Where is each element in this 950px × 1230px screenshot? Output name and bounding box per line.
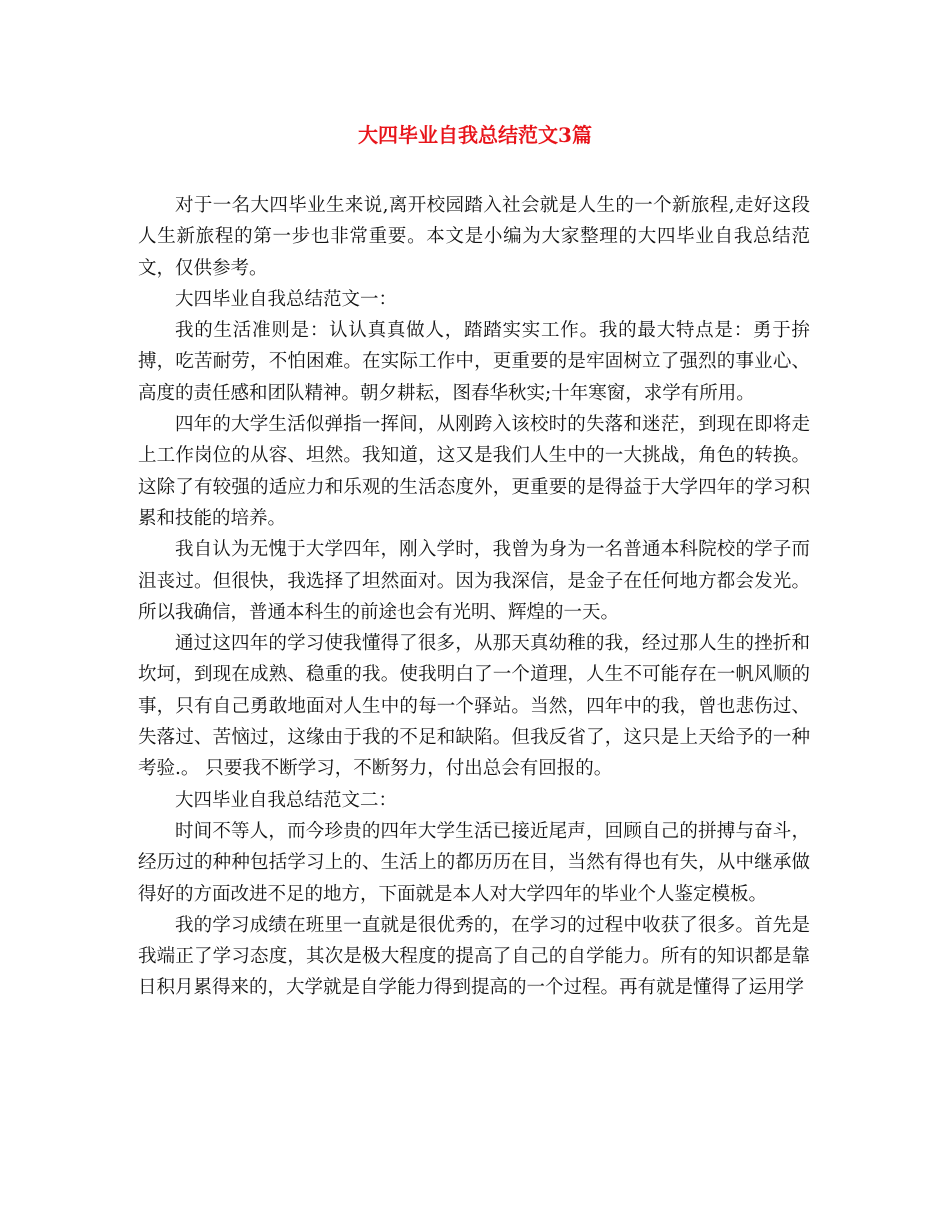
paragraph: 时间不等人，而今珍贵的四年大学生活已接近尾声，回顾自己的拼搏与奋斗，经历过的种种包括学习上的、生活上的都历历在目，当然有得也有失，从中继承做得好的方面改进不足的地方，下面就是本人对大学四年的毕业个人鉴定模板。 xyxy=(138,820,810,905)
paragraph: 通过这四年的学习使我懂得了很多，从那天真幼稚的我，经过那人生的挫折和坎坷，到现在成熟、稳重的我。使我明白了一个道理，人生不可能存在一帆风顺的事，只有自己勇敢地面对人生中的每一个驿站。当然，四年中的我，曾也悲伤过、失落过、苦恼过，这缘由于我的不足和缺陷。但我反省了，这只是上天给予的一种考验.。 只要我不断学习，不断努力，付出总会有回报的。 xyxy=(138,633,810,780)
paragraph-intro: 对于一名大四毕业生来说,离开校园踏入社会就是人生的一个新旅程,走好这段人生新旅程的第一步也非常重要。本文是小编为大家整理的大四毕业自我总结范文，仅供参考。 xyxy=(138,195,810,279)
paragraph: 我的生活准则是：认认真真做人，踏踏实实工作。我的最大特点是：勇于拚搏，吃苦耐劳，不怕困难。在实际工作中，更重要的是牢固树立了强烈的事业心、高度的责任感和团队精神。朝夕耕耘，图春华秋实;十年寒窗，求学有所用。 xyxy=(138,320,810,404)
section-heading-one: 大四毕业自我总结范文一： xyxy=(175,288,398,310)
paragraph: 我的学习成绩在班里一直就是很优秀的，在学习的过程中收获了很多。首先是我端正了学习态度，其次是极大程度的提高了自己的自学能力。所有的知识都是靠日积月累得来的，大学就是自学能力得到提高的一个过程。再有就是懂得了运用学 xyxy=(138,914,810,999)
paragraph: 四年的大学生活似弹指一挥间，从刚跨入该校时的失落和迷茫，到现在即将走上工作岗位的从容、坦然。我知道，这又是我们人生中的一大挑战，角色的转换。这除了有较强的适应力和乐观的生活态度外，更重要的是得益于大学四年的学习积累和技能的培养。 xyxy=(138,414,810,529)
document-body xyxy=(138,190,810,1004)
paragraph: 我自认为无愧于大学四年，刚入学时，我曾为身为一名普通本科院校的学子而沮丧过。但很快，我选择了坦然面对。因为我深信，是金子在任何地方都会发光。所以我确信，普通本科生的前途也会有光明、辉煌的一天。 xyxy=(138,539,810,623)
section-heading-two: 大四毕业自我总结范文二： xyxy=(175,789,398,811)
document-title: 大四毕业自我总结范文3篇 xyxy=(358,123,592,147)
